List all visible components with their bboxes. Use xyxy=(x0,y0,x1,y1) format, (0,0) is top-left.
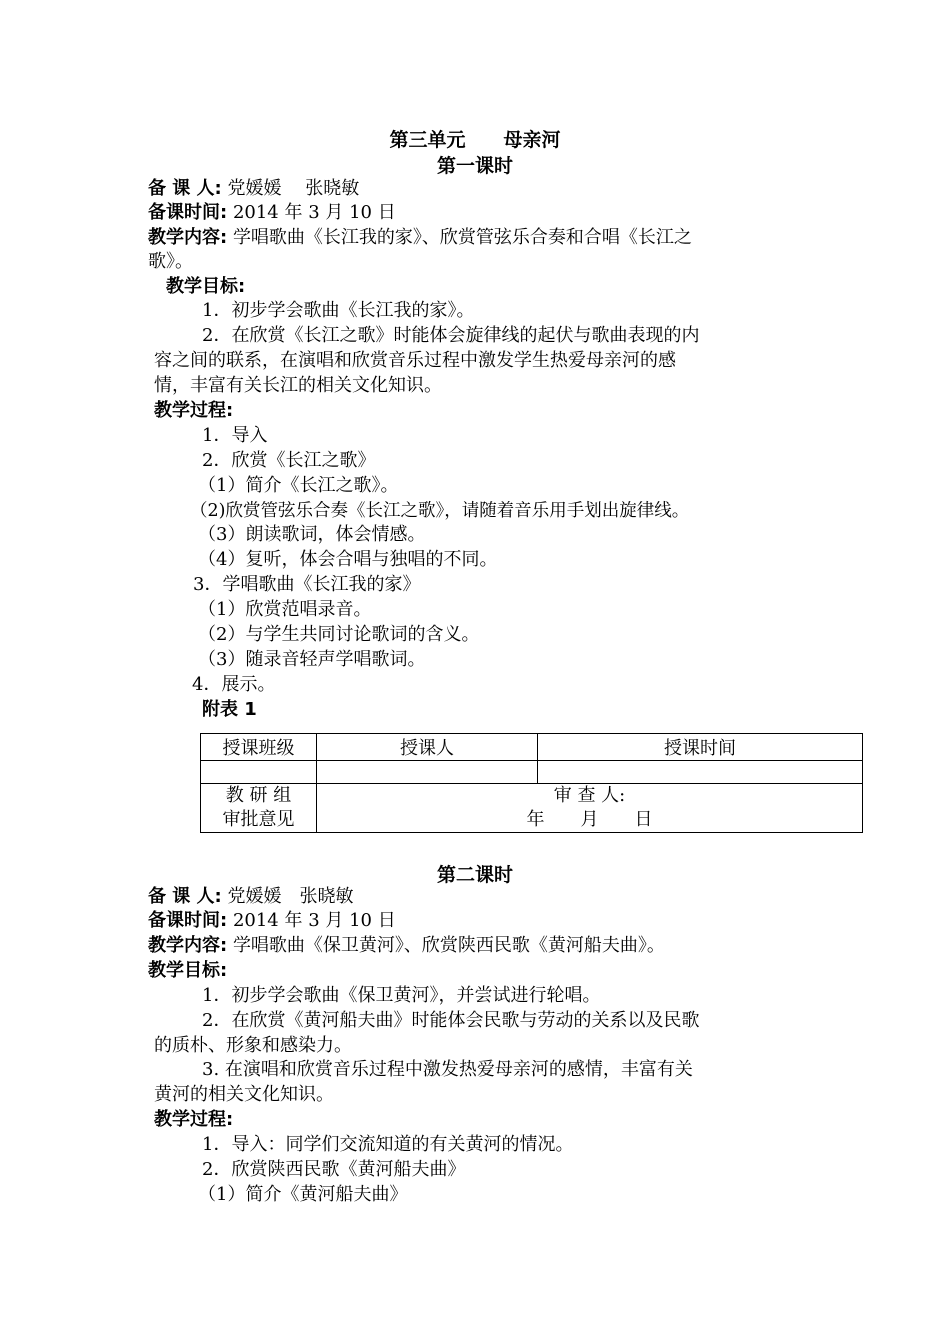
lesson1-goal1: 1．初步学会歌曲《长江我的家》。 xyxy=(202,300,475,321)
col-class-header: 授课班级 xyxy=(201,734,317,761)
time-label: 备课时间: xyxy=(148,910,228,931)
step: （4）复听，体会合唱与独唱的不同。 xyxy=(198,549,498,570)
time-label: 备课时间: xyxy=(148,202,228,223)
review-cell xyxy=(317,784,863,833)
step: （3）朗读歌词，体会情感。 xyxy=(198,524,426,545)
lesson1-preparer-row xyxy=(148,178,359,200)
lesson2-goal2-cont: 的质朴、形象和感染力。 xyxy=(154,1035,352,1056)
class-cell xyxy=(201,761,317,784)
lesson2-process-label: 教学过程: xyxy=(154,1109,234,1130)
step: 2．欣赏《长江之歌》 xyxy=(202,450,376,471)
lesson1-heading: 第一课时 xyxy=(436,155,513,177)
step: （1）欣赏范唱录音。 xyxy=(198,599,372,620)
preparer-value: 党媛媛 张晓敏 xyxy=(227,178,360,199)
teacher-cell xyxy=(317,761,538,784)
content-label: 教学内容: xyxy=(148,935,228,956)
time-value: 2014 年 3 月 10 日 xyxy=(232,202,396,223)
lesson1-time-row xyxy=(148,202,396,224)
step: 1．导入 xyxy=(202,425,268,446)
lesson1-goal2-cont: 情，丰富有关长江的相关文化知识。 xyxy=(154,375,442,396)
lesson2-goals-label: 教学目标: xyxy=(148,960,228,981)
step: （1）简介《黄河船夫曲》 xyxy=(198,1184,408,1205)
time-cell xyxy=(538,761,863,784)
step: （2)欣赏管弦乐合奏《长江之歌》，请随着音乐用手划出旋律线。 xyxy=(190,501,690,521)
lesson1-content-cont: 歌》。 xyxy=(148,251,193,272)
unit-title: 第三单元 母亲河 xyxy=(389,129,561,151)
content-value: 学唱歌曲《长江我的家》、欣赏管弦乐合奏和合唱《长江之 xyxy=(232,227,692,248)
review-date: 年 月 日 xyxy=(526,809,653,830)
reviewer-label: 审 查 人: xyxy=(553,785,626,806)
lesson2-goal3-cont: 黄河的相关文化知识。 xyxy=(154,1084,334,1105)
preparer-value: 党媛媛 张晓敏 xyxy=(227,886,354,907)
step: 1．导入：同学们交流知道的有关黄河的情况。 xyxy=(202,1134,574,1155)
lesson2-time-row xyxy=(148,910,396,932)
appendix-table xyxy=(200,733,863,833)
content-value: 学唱歌曲《保卫黄河》、欣赏陕西民歌《黄河船夫曲》。 xyxy=(232,935,665,956)
lesson2-heading: 第二课时 xyxy=(436,864,513,886)
lesson2-goal3: 3. 在演唱和欣赏音乐过程中激发热爱母亲河的感情，丰富有关 xyxy=(202,1059,693,1080)
lesson1-goals-label: 教学目标: xyxy=(166,276,246,297)
step: （2）与学生共同讨论歌词的含义。 xyxy=(198,624,480,645)
lesson2-content-row xyxy=(148,935,665,957)
col-teacher-header: 授课人 xyxy=(317,734,538,761)
appendix-label: 附表 1 xyxy=(202,699,257,720)
time-value: 2014 年 3 月 10 日 xyxy=(232,910,396,931)
lesson1-goal2-cont: 容之间的联系，在演唱和欣赏音乐过程中激发学生热爱母亲河的感 xyxy=(154,350,676,371)
step: （3）随录音轻声学唱歌词。 xyxy=(198,649,426,670)
content-label: 教学内容: xyxy=(148,227,228,248)
step: 3．学唱歌曲《长江我的家》 xyxy=(193,574,421,595)
review-label-cell xyxy=(201,784,317,833)
review-label-line1: 教 研 组 xyxy=(225,785,292,806)
preparer-label: 备 课 人: xyxy=(148,886,222,907)
col-time-header: 授课时间 xyxy=(538,734,863,761)
step: 2．欣赏陕西民歌《黄河船夫曲》 xyxy=(202,1159,466,1180)
lesson2-goal1: 1．初步学会歌曲《保卫黄河》，并尝试进行轮唱。 xyxy=(202,985,601,1006)
lesson2-goal2: 2．在欣赏《黄河船夫曲》时能体会民歌与劳动的关系以及民歌 xyxy=(202,1010,700,1031)
preparer-label: 备 课 人: xyxy=(148,178,222,199)
lesson1-content-row xyxy=(148,227,692,249)
step: （1）简介《长江之歌》。 xyxy=(198,475,399,496)
lesson1-goal2: 2．在欣赏《长江之歌》时能体会旋律线的起伏与歌曲表现的内 xyxy=(202,325,700,346)
step: 4．展示。 xyxy=(192,674,276,695)
lesson1-process-label: 教学过程: xyxy=(154,400,234,421)
review-label-line2: 审批意见 xyxy=(222,809,295,830)
lesson2-preparer-row xyxy=(148,886,353,908)
